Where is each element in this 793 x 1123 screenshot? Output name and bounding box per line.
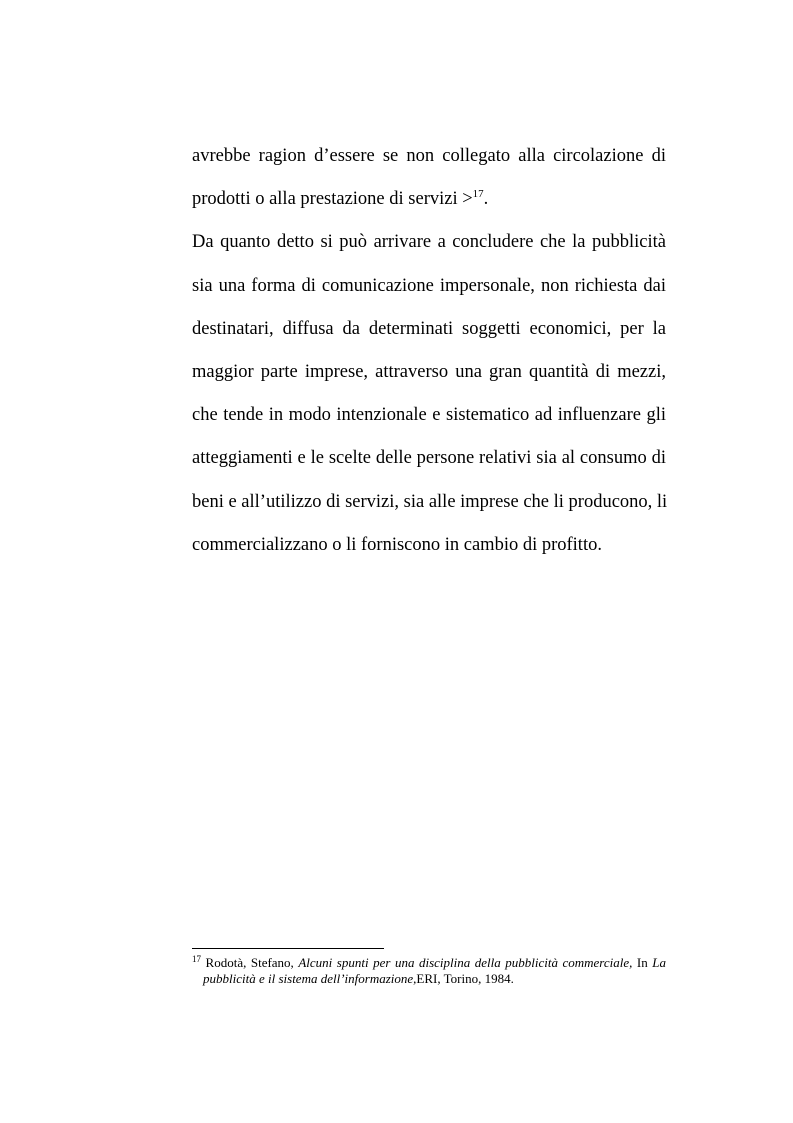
sentence-end: .	[483, 189, 489, 210]
footnote-source: pubblicità e il sistema dell’informazione,	[203, 971, 417, 986]
paragraph-line: avrebbe ragion d’essere se non collegato alla circolazione di	[192, 146, 666, 166]
footnote	[192, 955, 666, 987]
footnote-line	[192, 955, 666, 971]
paragraph-line: sia una forma di comunicazione impersonale, non richiesta dai	[192, 275, 666, 296]
paragraph-line: Da quanto detto si può arrivare a concludere che la pubblicità	[192, 232, 666, 253]
paragraph-line-text: prodotti o alla prestazione di servizi >	[192, 189, 473, 210]
paragraph-line: atteggiamenti e le scelte delle persone relativi sia al consumo di	[192, 448, 666, 469]
paragraph-line: beni e all’utilizzo di servizi, sia alle imprese che li producono, li	[192, 491, 668, 512]
footnote-reference[interactable]: 17	[472, 188, 484, 201]
paragraph-line: destinatari, diffusa da determinati soggetti economici, per la	[192, 318, 666, 339]
footnote-in-label: In	[632, 955, 653, 970]
paragraph-line: maggior parte imprese, attraverso una gran quantità di mezzi,	[192, 361, 666, 382]
paragraph-line: commercializzano o li forniscono in cambio di profitto.	[192, 534, 602, 555]
footnote-title: Alcuni spunti per una disciplina della pubblicità commerciale,	[298, 955, 633, 970]
footnote-author: Rodotà, Stefano,	[205, 955, 299, 970]
paragraph-line	[192, 183, 666, 226]
footnote-publisher: ERI, Torino, 1984.	[416, 971, 514, 986]
body-text	[192, 140, 666, 572]
footnote-number: 17	[192, 954, 201, 964]
footnote-source: La	[652, 955, 667, 970]
paragraph-line: che tende in modo intenzionale e sistematico ad influenzare gli	[192, 405, 666, 426]
footnote-divider	[192, 948, 384, 949]
footnote-line	[192, 971, 666, 987]
